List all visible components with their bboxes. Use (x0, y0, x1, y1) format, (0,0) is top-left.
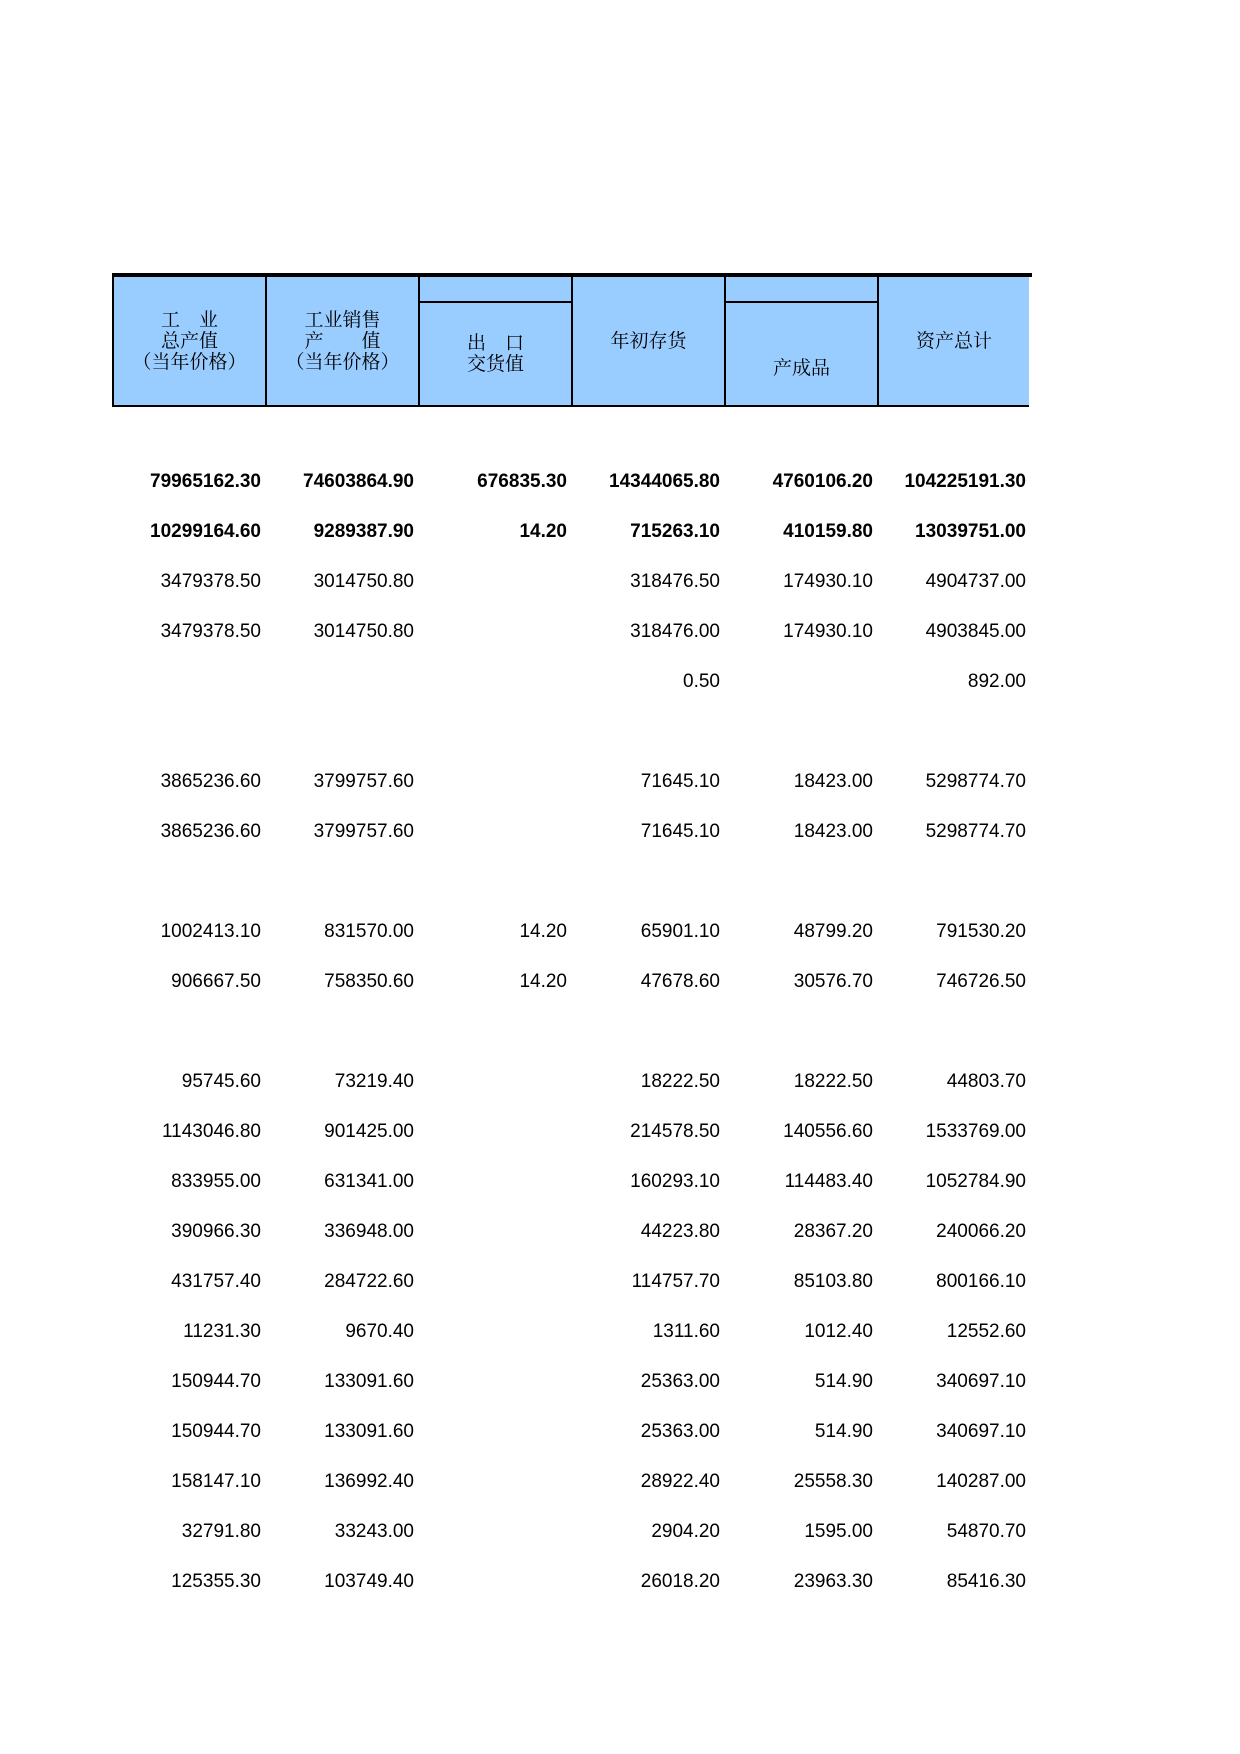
table-row (112, 767, 1032, 797)
cell-gross-output: 1143046.80 (162, 1121, 261, 1142)
cell-finished-goods: 30576.70 (793, 971, 873, 992)
cell-sales-output: 3799757.60 (313, 821, 414, 842)
header-export-value: 出 口 交货值 (418, 301, 571, 407)
cell-total-assets: 5298774.70 (925, 771, 1026, 792)
cell-total-assets: 746726.50 (936, 971, 1026, 992)
cell-gross-output: 32791.80 (181, 1521, 261, 1542)
cell-finished-goods: 140556.60 (783, 1121, 873, 1142)
cell-total-assets: 104225191.30 (904, 471, 1026, 492)
cell-gross-output: 906667.50 (171, 971, 261, 992)
cell-total-assets: 791530.20 (936, 921, 1026, 942)
cell-sales-output: 73219.40 (334, 1071, 414, 1092)
cell-finished-goods: 174930.10 (783, 621, 873, 642)
cell-opening-inventory: 71645.10 (640, 771, 720, 792)
cell-total-assets: 5298774.70 (925, 821, 1026, 842)
cell-export-value: 676835.30 (477, 471, 567, 492)
cell-finished-goods: 18423.00 (793, 821, 873, 842)
cell-sales-output: 631341.00 (324, 1171, 414, 1192)
table-row (112, 1217, 1032, 1247)
table-header (112, 273, 1032, 407)
cell-gross-output: 431757.40 (171, 1271, 261, 1292)
cell-sales-output: 284722.60 (324, 1271, 414, 1292)
cell-total-assets: 12552.60 (946, 1321, 1026, 1342)
cell-finished-goods: 18222.50 (793, 1071, 873, 1092)
header-finished-goods: 产成品 (724, 301, 877, 407)
cell-total-assets: 1533769.00 (925, 1121, 1026, 1142)
table-row (112, 567, 1032, 597)
cell-opening-inventory: 28922.40 (640, 1471, 720, 1492)
cell-total-assets: 85416.30 (946, 1571, 1026, 1592)
cell-opening-inventory: 715263.10 (630, 521, 720, 542)
cell-finished-goods: 18423.00 (793, 771, 873, 792)
cell-finished-goods: 174930.10 (783, 571, 873, 592)
cell-sales-output: 901425.00 (324, 1121, 414, 1142)
cell-sales-output: 33243.00 (334, 1521, 414, 1542)
table-row (112, 1017, 1032, 1047)
cell-finished-goods: 410159.80 (783, 521, 873, 542)
cell-sales-output: 103749.40 (324, 1571, 414, 1592)
cell-finished-goods: 514.90 (814, 1421, 873, 1442)
cell-finished-goods: 4760106.20 (772, 471, 873, 492)
cell-export-value: 14.20 (519, 921, 567, 942)
cell-gross-output: 3479378.50 (160, 571, 261, 592)
table-row (112, 467, 1032, 497)
cell-total-assets: 44803.70 (946, 1071, 1026, 1092)
cell-finished-goods: 1012.40 (804, 1321, 873, 1342)
cell-total-assets: 800166.10 (936, 1271, 1026, 1292)
cell-opening-inventory: 318476.00 (630, 621, 720, 642)
cell-gross-output: 79965162.30 (150, 471, 261, 492)
cell-gross-output: 95745.60 (181, 1071, 261, 1092)
cell-total-assets: 4903845.00 (925, 621, 1026, 642)
cell-total-assets: 140287.00 (936, 1471, 1026, 1492)
cell-opening-inventory: 214578.50 (630, 1121, 720, 1142)
cell-total-assets: 13039751.00 (915, 521, 1026, 542)
cell-export-value: 14.20 (519, 971, 567, 992)
cell-total-assets: 1052784.90 (925, 1171, 1026, 1192)
cell-sales-output: 9670.40 (345, 1321, 414, 1342)
cell-gross-output: 10299164.60 (150, 521, 261, 542)
cell-opening-inventory: 71645.10 (640, 821, 720, 842)
table-row (112, 667, 1032, 697)
table-row (112, 1417, 1032, 1447)
table-row (112, 1317, 1032, 1347)
cell-export-value: 14.20 (519, 521, 567, 542)
cell-gross-output: 150944.70 (171, 1421, 261, 1442)
cell-gross-output: 833955.00 (171, 1171, 261, 1192)
cell-gross-output: 1002413.10 (160, 921, 261, 942)
table-row (112, 617, 1032, 647)
table-row (112, 917, 1032, 947)
cell-sales-output: 3014750.80 (313, 621, 414, 642)
cell-gross-output: 150944.70 (171, 1371, 261, 1392)
cell-gross-output: 3865236.60 (160, 771, 261, 792)
cell-finished-goods: 28367.20 (793, 1221, 873, 1242)
table-row (112, 1167, 1032, 1197)
header-total-assets: 资产总计 (877, 277, 1029, 407)
cell-opening-inventory: 0.50 (683, 671, 720, 692)
cell-opening-inventory: 44223.80 (640, 1221, 720, 1242)
cell-opening-inventory: 26018.20 (640, 1571, 720, 1592)
cell-opening-inventory: 47678.60 (640, 971, 720, 992)
cell-total-assets: 54870.70 (946, 1521, 1026, 1542)
cell-opening-inventory: 65901.10 (640, 921, 720, 942)
cell-sales-output: 136992.40 (324, 1471, 414, 1492)
cell-sales-output: 9289387.90 (313, 521, 414, 542)
cell-opening-inventory: 160293.10 (630, 1171, 720, 1192)
header-spacer-finished (724, 277, 877, 301)
cell-finished-goods: 23963.30 (793, 1571, 873, 1592)
cell-finished-goods: 114483.40 (784, 1171, 873, 1192)
table-row (112, 1467, 1032, 1497)
table-row (112, 817, 1032, 847)
cell-opening-inventory: 25363.00 (640, 1371, 720, 1392)
cell-opening-inventory: 1311.60 (652, 1321, 720, 1342)
header-gross-output: 工 业 总产值 （当年价格） (112, 277, 265, 407)
cell-total-assets: 892.00 (967, 671, 1026, 692)
cell-finished-goods: 48799.20 (793, 921, 873, 942)
header-opening-inventory: 年初存货 (571, 277, 724, 407)
cell-gross-output: 390966.30 (171, 1221, 261, 1242)
cell-finished-goods: 85103.80 (793, 1271, 873, 1292)
cell-gross-output: 11231.30 (183, 1321, 261, 1342)
table-row (112, 717, 1032, 747)
table-row (112, 1367, 1032, 1397)
cell-sales-output: 758350.60 (324, 971, 414, 992)
cell-gross-output: 3479378.50 (160, 621, 261, 642)
table-row (112, 867, 1032, 897)
table-row (112, 1067, 1032, 1097)
cell-total-assets: 240066.20 (936, 1221, 1026, 1242)
cell-sales-output: 3014750.80 (313, 571, 414, 592)
cell-finished-goods: 25558.30 (793, 1471, 873, 1492)
cell-sales-output: 133091.60 (324, 1371, 414, 1392)
cell-opening-inventory: 25363.00 (640, 1421, 720, 1442)
cell-sales-output: 336948.00 (324, 1221, 414, 1242)
table-row (112, 1517, 1032, 1547)
header-sales-output: 工业销售 产 值 （当年价格） (265, 277, 418, 407)
cell-finished-goods: 1595.00 (804, 1521, 873, 1542)
cell-sales-output: 831570.00 (324, 921, 414, 942)
cell-opening-inventory: 14344065.80 (609, 471, 720, 492)
table-row (112, 1567, 1032, 1597)
header-spacer-export (418, 277, 571, 301)
cell-finished-goods: 514.90 (814, 1371, 873, 1392)
table-row (112, 1267, 1032, 1297)
cell-gross-output: 158147.10 (171, 1471, 261, 1492)
cell-sales-output: 74603864.90 (303, 471, 414, 492)
cell-total-assets: 340697.10 (936, 1421, 1026, 1442)
cell-gross-output: 125355.30 (171, 1571, 261, 1592)
cell-opening-inventory: 114757.70 (631, 1271, 720, 1292)
table-row (112, 1117, 1032, 1147)
cell-opening-inventory: 2904.20 (651, 1521, 720, 1542)
cell-gross-output: 3865236.60 (160, 821, 261, 842)
table-row (112, 517, 1032, 547)
cell-sales-output: 133091.60 (324, 1421, 414, 1442)
cell-sales-output: 3799757.60 (313, 771, 414, 792)
cell-total-assets: 340697.10 (936, 1371, 1026, 1392)
cell-opening-inventory: 18222.50 (640, 1071, 720, 1092)
cell-opening-inventory: 318476.50 (630, 571, 720, 592)
table-row (112, 967, 1032, 997)
cell-total-assets: 4904737.00 (925, 571, 1026, 592)
